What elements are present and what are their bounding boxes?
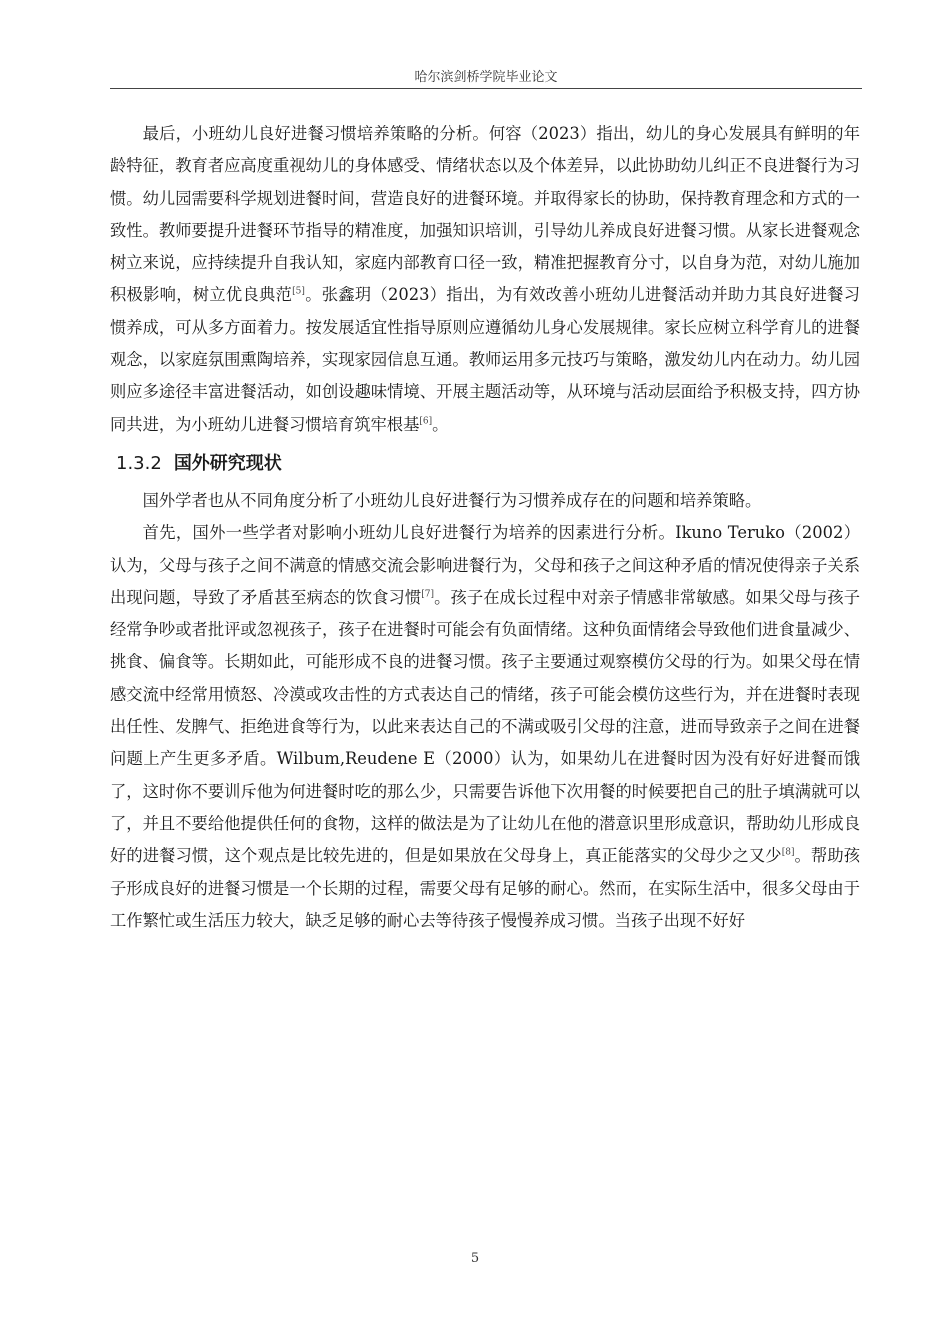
paragraph-text: 。帮助孩子形成良好的进餐习惯是一个长期的过程，需要父母有足够的耐心。然而，在实际生活中，很多父母由于工作繁忙或生活压力较大，缺乏足够的耐心去等待孩子慢慢养成习惯。当孩子出现不好好 (110, 846, 860, 930)
page-number: 5 (470, 1251, 480, 1266)
citation-ref: [8] (781, 847, 795, 858)
paragraph-strategies (110, 118, 860, 441)
section-title: 国外研究现状 (173, 452, 282, 474)
section-heading (110, 447, 860, 481)
paragraph-text: 最后，小班幼儿良好进餐习惯培养策略的分析。何容（2023）指出，幼儿的身心发展具有鲜明的年龄特征，教育者应高度重视幼儿的身体感受、情绪状态以及个体差异，以此协助幼儿纠正不良进餐行为习惯。幼儿园需要科学规划进餐时间，营造良好的进餐环境。并取得家长的协助，保持教育理念和方式的一致性。教师要提升进餐环节指导的精准度，加强知识培训，引导幼儿养成良好进餐习惯。从家长进餐观念树立来说，应持续提升自我认知，家庭内部教育口径一致，精准把握教育分寸，以自身为范，对幼儿施加积极影响，树立优良典范 (110, 124, 860, 305)
document-body (110, 118, 860, 937)
paragraph-text: 。 (432, 414, 449, 434)
paragraph-text: 首先，国外一些学者对影响小班幼儿良好进餐行为培养的因素进行分析。Ikuno Teruko（2002）认为，父母与孩子之间不满意的情感交流会影响进餐行为，父母和孩子之间这种矛盾的情况使得亲子关系出现问题，导致了矛盾甚至病态的饮食习惯 (110, 523, 860, 607)
paragraph-intro: 国外学者也从不同角度分析了小班幼儿良好进餐行为习惯养成存在的问题和培养策略。 (142, 490, 762, 510)
paragraph-text: 。张鑫玥（2023）指出，为有效改善小班幼儿进餐活动并助力其良好进餐习惯养成，可从多方面着力。按发展适宜性指导原则应遵循幼儿身心发展规律。家长应树立科学育儿的进餐观念，以家庭氛围熏陶培养，实现家园信息互通。教师运用多元技巧与策略，激发幼儿内在动力。幼儿园则应多途径丰富进餐活动，如创设趣味情境、开展主题活动等，从环境与活动层面给予积极支持，四方协同共进，为小班幼儿进餐习惯培育筑牢根基 (110, 285, 860, 434)
section-number: 1.3.2 (116, 452, 162, 474)
header-rule (110, 88, 862, 89)
paragraph-text: 。孩子在成长过程中对亲子情感非常敏感。如果父母与孩子经常争吵或者批评或忽视孩子，孩子在进餐时可能会有负面情绪。这种负面情绪会导致他们进食量减少、挑食、偏食等。长期如此，可能形成不良的进餐习惯。孩子主要通过观察模仿父母的行为。如果父母在情感交流中经常用愤怒、冷漠或攻击性的方式表达自己的情绪，孩子可能会模仿这些行为，并在进餐时表现出任性、发脾气、拒绝进食等行为，以此来表达自己的不满或吸引父母的注意，进而导致亲子之间在进餐问题上产生更多矛盾。Wilbum,Reudene E（2000）认为，如果幼儿在进餐时因为没有好好进餐而饿了，这时你不要训斥他为何进餐时吃的那么少，只需要告诉他下次用餐的时候要把自己的肚子填满就可以了，并且不要给他提供任何的食物，这样的做法是为了让幼儿在他的潜意识里形成意识，帮助幼儿形成良好的进餐习惯，这个观点是比较先进的，但是如果放在父母身上，真正能落实的父母少之又少 (110, 587, 860, 866)
citation-ref: [7] (421, 589, 435, 600)
citation-ref: [6] (419, 416, 433, 427)
page-header: 哈尔滨剑桥学院毕业论文 (414, 70, 558, 85)
paragraph-factors (110, 517, 860, 937)
citation-ref: [5] (292, 287, 305, 298)
